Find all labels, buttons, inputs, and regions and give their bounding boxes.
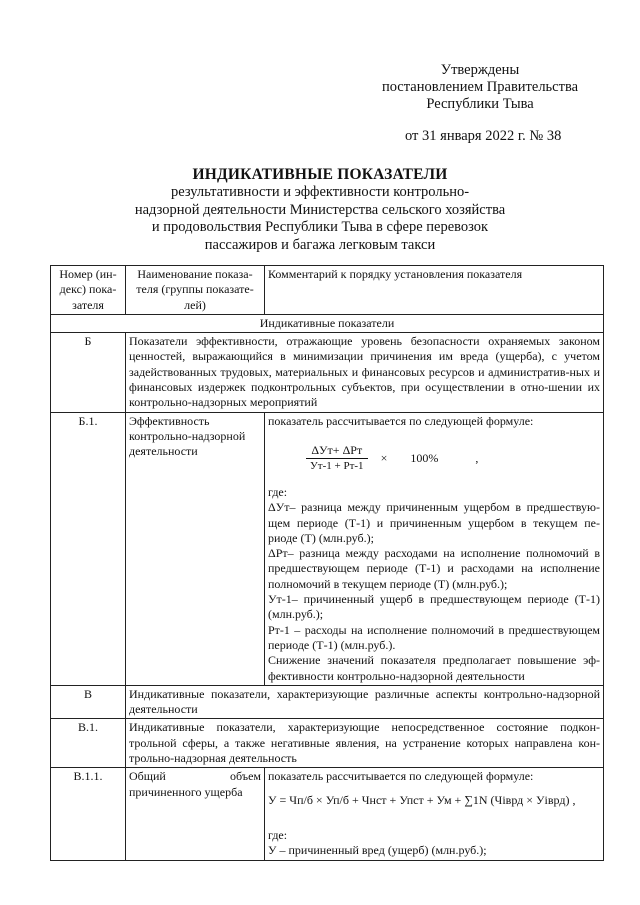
formula-intro: показатель рассчитывается по следующей формуле: [268, 769, 534, 784]
table-row [51, 685, 604, 719]
title-sub-1: результативности и эффективности контрольно- [170, 184, 470, 200]
approval-date: от 31 января 2022 г. № 38 [405, 128, 562, 144]
row-code: В.1.1. [51, 768, 126, 860]
table-header-row [51, 266, 604, 315]
where-label: где: [268, 827, 288, 842]
row-code: В.1. [51, 719, 126, 768]
table-row [51, 719, 604, 768]
formula-fraction [306, 443, 368, 475]
table-row [51, 768, 604, 860]
row-text: Индикативные показатели, характеризующие непосредственное состояние подкон-трольной сферы, а также негативные явления, на устранение которых направлена кон-трольно-надзорная деятельность [126, 719, 604, 768]
row-code: Б.1. [51, 412, 126, 685]
row-code: Б [51, 333, 126, 412]
definition: Ут-1– причиненный ущерб в предшествующем периоде (Т-1) (млн.руб.); [268, 592, 600, 622]
row-text: Индикативные показатели, характеризующие различные аспекты контрольно-надзорной деятельности [126, 685, 604, 719]
indicators-table [50, 265, 604, 861]
header-name: Наименование показа-теля (группы показате-лей) [126, 266, 265, 315]
row-comment [265, 768, 604, 860]
row-text: Показатели эффективности, отражающие уровень безопасности охраняемых законом ценностей, выражающийся в минимизации причинения им вреда (ущерба), с учетом задействованных трудовых, материальных и финансовых ресурсов и административ-ных и финансовых издержек подконтрольных субъектов, при осуществлении в отно-шении их контрольно-надзорных мероприятий [126, 333, 604, 412]
definition: ΔУт– разница между причиненным ущербом в предшествую-щем периоде (Т-1) и причиненным ущербом в текущем пе-риоде (Т) (млн.руб.); [268, 500, 600, 545]
where-label: где: [268, 484, 288, 499]
row-name: Эффективность контрольно-надзорной деятельности [126, 412, 265, 685]
row-comment [265, 412, 604, 685]
title-sub-2: надзорной деятельности Министерства сельского хозяйства [134, 201, 506, 218]
definition: Снижение значений показателя предполагает повышение эф-фективности контрольно-надзорной деятельности [268, 653, 600, 683]
approval-block [360, 62, 600, 113]
efficiency-formula [306, 443, 600, 477]
title-sub-3: и продовольствия Республики Тыва в сфере перевозок [151, 219, 489, 235]
header-index: Номер (ин-декс) пока-зателя [51, 266, 126, 315]
document-title [60, 165, 580, 254]
table-row [51, 333, 604, 412]
definition: Рт-1 – расходы на исполнение полномочий в предшествующем периоде (Т-1) (млн.руб.). [268, 622, 600, 652]
formula-intro: показатель рассчитывается по следующей формуле: [268, 413, 534, 428]
section-title: Индикативные показатели [51, 314, 604, 332]
approval-line-3: Республики Тыва [426, 96, 534, 112]
formula-numerator: ΔУт+ ΔРт [306, 443, 368, 459]
approval-line-1: Утверждены [440, 62, 520, 78]
formula-percent: 100% [410, 451, 439, 466]
formula-comma: , [475, 451, 479, 466]
title-main: ИНДИКАТИВНЫЕ ПОКАЗАТЕЛИ [192, 166, 448, 183]
formula-denominator: Ут-1 + Рт-1 [310, 460, 364, 473]
damage-formula: У = Чп/б × Уп/б + Чнст + Упст + Ум + ∑1N (Чiврд × Уiврд) , [268, 792, 576, 807]
row-code: В [51, 685, 126, 719]
definition: ΔРт– разница между расходами на исполнение полномочий в предшествующем периоде (Т-1) и расходами на исполнение полномочий в текущем периоде (Т) (млн.руб.); [268, 546, 600, 591]
table-row [51, 412, 604, 685]
approval-line-2: постановлением Правительства [381, 79, 579, 95]
row-name: Общий объем причиненного ущерба [126, 768, 265, 860]
header-comment: Комментарий к порядку установления показателя [265, 266, 604, 315]
definition: У – причиненный вред (ущерб) (млн.руб.); [268, 843, 487, 858]
title-sub-4: пассажиров и багажа легковым такси [204, 236, 436, 253]
formula-times: × [380, 451, 388, 466]
section-row [51, 314, 604, 332]
